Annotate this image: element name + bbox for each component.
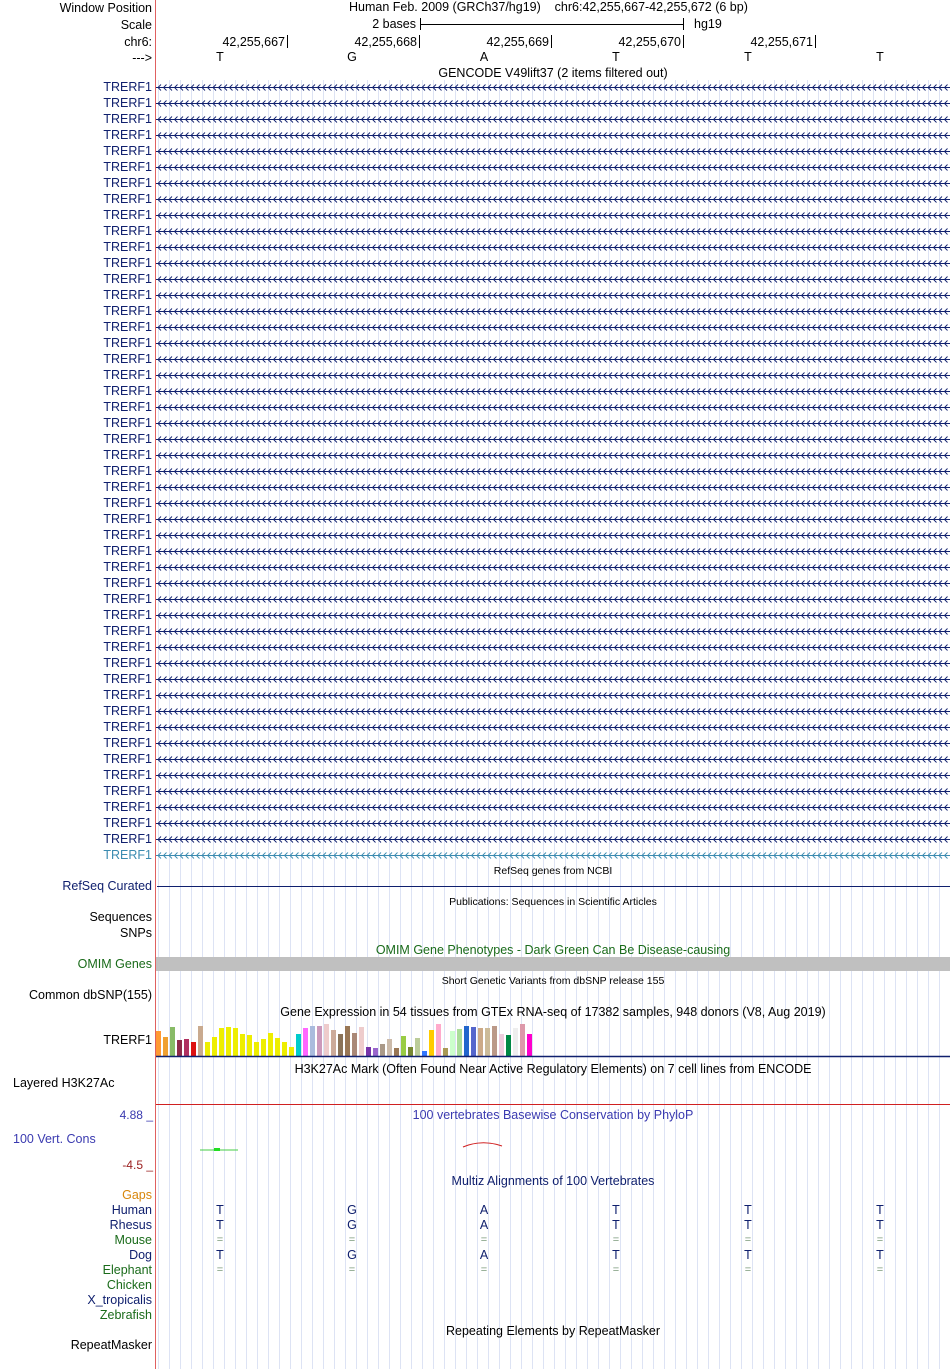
gtex-tissue-bar[interactable] <box>212 1037 217 1056</box>
gtex-tissue-bar[interactable] <box>184 1039 189 1056</box>
ruler-tick <box>419 35 420 48</box>
gencode-gene-label[interactable]: TRERF1 <box>103 80 152 94</box>
gencode-transcript[interactable] <box>156 787 950 796</box>
ruler-position-label: 42,255,671 <box>750 35 813 49</box>
species-label[interactable]: Human <box>111 1203 152 1217</box>
species-base: = <box>216 1234 224 1246</box>
gencode-transcript[interactable] <box>156 115 950 124</box>
refseq-track-title[interactable]: RefSeq genes from NCBI <box>493 865 613 877</box>
gencode-gene-label[interactable]: TRERF1 <box>103 592 152 606</box>
gencode-transcript[interactable] <box>156 419 950 428</box>
gencode-transcript[interactable] <box>156 179 950 188</box>
species-base: T <box>216 1248 224 1262</box>
gtex-tissue-bar[interactable] <box>205 1042 210 1056</box>
gencode-gene-label[interactable]: TRERF1 <box>103 704 152 718</box>
species-base: = <box>612 1234 620 1246</box>
gencode-gene-label[interactable]: TRERF1 <box>103 528 152 542</box>
gtex-tissue-bar[interactable] <box>352 1033 357 1056</box>
gtex-tissue-bar[interactable] <box>387 1039 392 1056</box>
omim-label[interactable]: OMIM Genes <box>77 957 152 971</box>
ruler-position-label: 42,255,668 <box>354 35 417 49</box>
gencode-gene-label[interactable]: TRERF1 <box>103 768 152 782</box>
gencode-transcript[interactable] <box>156 355 950 364</box>
gtex-tissue-bar[interactable] <box>527 1034 532 1056</box>
gencode-transcript[interactable] <box>156 691 950 700</box>
gencode-transcript[interactable] <box>156 723 950 732</box>
scale-db: hg19 <box>694 17 722 31</box>
gencode-gene-label[interactable]: TRERF1 <box>103 128 152 142</box>
gtex-tissue-bar[interactable] <box>464 1026 469 1056</box>
gencode-transcript[interactable] <box>156 403 950 412</box>
gencode-gene-label[interactable]: TRERF1 <box>103 416 152 430</box>
gencode-gene-label[interactable]: TRERF1 <box>103 256 152 270</box>
gencode-transcript[interactable] <box>156 259 950 268</box>
gtex-gene-label[interactable]: TRERF1 <box>103 1033 152 1047</box>
dbsnp-label[interactable]: Common dbSNP(155) <box>29 988 152 1002</box>
gencode-gene-label[interactable]: TRERF1 <box>103 816 152 830</box>
ruler-base: T <box>876 50 884 64</box>
h3k27-baseline <box>156 1104 950 1105</box>
ruler-base: A <box>479 50 489 64</box>
gencode-gene-label[interactable]: TRERF1 <box>103 720 152 734</box>
ruler-tick <box>551 35 552 48</box>
refseq-gene-line[interactable] <box>157 886 950 887</box>
gencode-gene-label[interactable]: TRERF1 <box>103 656 152 670</box>
gencode-transcript[interactable] <box>156 595 950 604</box>
gtex-tissue-bar[interactable] <box>310 1026 315 1056</box>
gencode-gene-label[interactable]: TRERF1 <box>103 480 152 494</box>
gencode-gene-label[interactable]: TRERF1 <box>103 624 152 638</box>
species-base: G <box>347 1203 357 1217</box>
gtex-tissue-bar[interactable] <box>471 1027 476 1056</box>
species-label[interactable]: Zebrafish <box>99 1308 152 1322</box>
gencode-transcript[interactable] <box>156 211 950 220</box>
gtex-tissue-bar[interactable] <box>226 1027 231 1056</box>
gtex-tissue-bar[interactable] <box>177 1040 182 1056</box>
gtex-tissue-bar[interactable] <box>289 1047 294 1056</box>
gencode-transcript[interactable] <box>156 755 950 764</box>
gencode-transcript[interactable] <box>156 819 950 828</box>
gencode-transcript[interactable] <box>156 451 950 460</box>
gencode-transcript[interactable] <box>156 291 950 300</box>
gtex-tissue-bar[interactable] <box>366 1047 371 1056</box>
gencode-transcript[interactable] <box>156 643 950 652</box>
cons-track-title[interactable]: 100 vertebrates Basewise Conservation by PhyloP <box>412 1108 694 1122</box>
gtex-tissue-bar[interactable] <box>275 1038 280 1056</box>
cons-max-label: 4.88 _ <box>119 1108 153 1122</box>
scale-label: Scale <box>120 18 152 32</box>
ruler-base: T <box>744 50 752 64</box>
cons-min-label: -4.5 _ <box>122 1158 153 1172</box>
gencode-gene-label[interactable]: TRERF1 <box>103 224 152 238</box>
gencode-transcript[interactable] <box>156 323 950 332</box>
gencode-transcript[interactable] <box>156 547 950 556</box>
species-base: = <box>348 1264 356 1276</box>
gencode-transcript[interactable] <box>156 131 950 140</box>
gencode-transcript[interactable] <box>156 467 950 476</box>
species-base: T <box>612 1218 620 1232</box>
species-base: = <box>348 1234 356 1246</box>
gencode-transcript[interactable] <box>156 275 950 284</box>
gencode-gene-label[interactable]: TRERF1 <box>103 352 152 366</box>
pubs-sequences-label[interactable]: Sequences <box>89 910 152 924</box>
gtex-bar-chart[interactable] <box>0 1015 950 1060</box>
species-base: = <box>744 1234 752 1246</box>
cons-signal-peak <box>214 1148 220 1151</box>
omim-track-title[interactable]: OMIM Gene Phenotypes - Dark Green Can Be Disease-causing <box>375 943 731 957</box>
gencode-transcript[interactable] <box>156 83 950 92</box>
ruler-position-label: 42,255,669 <box>486 35 549 49</box>
window-position-label: Window Position <box>59 1 152 15</box>
multiz-track-title[interactable]: Multiz Alignments of 100 Vertebrates <box>451 1174 655 1188</box>
gencode-gene-label[interactable]: TRERF1 <box>103 784 152 798</box>
species-label[interactable]: X_tropicalis <box>87 1293 152 1307</box>
species-base: T <box>744 1218 752 1232</box>
h3k27-track-title[interactable]: H3K27Ac Mark (Often Found Near Active Regulatory Elements) on 7 cell lines from ENCODE <box>294 1062 812 1076</box>
pubs-snps-label[interactable]: SNPs <box>120 926 152 940</box>
species-base: T <box>744 1203 752 1217</box>
gtex-tissue-bar[interactable] <box>478 1028 483 1056</box>
gtex-tissue-bar[interactable] <box>429 1030 434 1056</box>
gtex-tissue-bar[interactable] <box>457 1029 462 1056</box>
gencode-transcript[interactable] <box>156 147 950 156</box>
gtex-tissue-bar[interactable] <box>513 1028 518 1056</box>
ruler-position-label: 42,255,670 <box>618 35 681 49</box>
gencode-gene-label[interactable]: TRERF1 <box>103 576 152 590</box>
pubs-track-title[interactable]: Publications: Sequences in Scientific Articles <box>449 896 657 908</box>
gencode-gene-label[interactable]: TRERF1 <box>103 848 152 862</box>
ruler-position-label: 42,255,667 <box>222 35 285 49</box>
gtex-tissue-bar[interactable] <box>359 1027 364 1056</box>
gtex-tissue-bar[interactable] <box>443 1048 448 1056</box>
gencode-gene-label[interactable]: TRERF1 <box>103 800 152 814</box>
gencode-gene-label[interactable]: TRERF1 <box>103 336 152 350</box>
gtex-tissue-bar[interactable] <box>156 1031 161 1056</box>
gencode-gene-label[interactable]: TRERF1 <box>103 832 152 846</box>
species-base: T <box>876 1218 884 1232</box>
gencode-gene-label[interactable]: TRERF1 <box>103 304 152 318</box>
gencode-transcript[interactable] <box>156 579 950 588</box>
species-base: A <box>479 1218 489 1232</box>
gtex-tissue-bar[interactable] <box>219 1028 224 1056</box>
gtex-tissue-bar[interactable] <box>233 1028 238 1056</box>
species-base: = <box>216 1264 224 1276</box>
gtex-tissue-bar[interactable] <box>331 1030 336 1056</box>
gencode-track-title[interactable]: GENCODE V49lift37 (2 items filtered out) <box>438 66 668 80</box>
gencode-transcript[interactable] <box>156 371 950 380</box>
gencode-transcript[interactable] <box>156 499 950 508</box>
gtex-tissue-bar[interactable] <box>303 1028 308 1056</box>
h3k27-label[interactable]: Layered H3K27Ac <box>13 1076 115 1090</box>
gencode-gene-label[interactable]: TRERF1 <box>103 112 152 126</box>
window-position-value: Human Feb. 2009 (GRCh37/hg19) chr6:42,255,667-42,255,672 (6 bp) <box>349 0 748 14</box>
gencode-gene-label[interactable]: TRERF1 <box>103 288 152 302</box>
gtex-tissue-bar[interactable] <box>254 1042 259 1056</box>
strand-label: ---> <box>132 51 152 65</box>
species-base: A <box>479 1248 489 1262</box>
gencode-gene-label[interactable]: TRERF1 <box>103 320 152 334</box>
species-base: G <box>347 1218 357 1232</box>
gencode-transcript[interactable] <box>156 483 950 492</box>
gtex-tissue-bar[interactable] <box>282 1042 287 1056</box>
gaps-label[interactable]: Gaps <box>122 1188 152 1202</box>
cons-signal <box>156 1140 950 1156</box>
ruler-tick <box>815 35 816 48</box>
gencode-gene-label[interactable]: TRERF1 <box>103 640 152 654</box>
gencode-transcript[interactable] <box>156 99 950 108</box>
species-label[interactable]: Mouse <box>114 1233 152 1247</box>
gtex-tissue-bar[interactable] <box>422 1051 427 1056</box>
gencode-gene-label[interactable]: TRERF1 <box>103 176 152 190</box>
gencode-gene-label[interactable]: TRERF1 <box>103 144 152 158</box>
gtex-tissue-bar[interactable] <box>324 1024 329 1056</box>
gencode-gene-label[interactable]: TRERF1 <box>103 208 152 222</box>
gencode-transcript[interactable] <box>156 659 950 668</box>
ruler-base: G <box>347 50 357 64</box>
gencode-transcript[interactable] <box>156 771 950 780</box>
repeat-label[interactable]: RepeatMasker <box>70 1338 152 1352</box>
gencode-gene-label[interactable]: TRERF1 <box>103 448 152 462</box>
gtex-tissue-bar[interactable] <box>261 1039 266 1056</box>
ruler-base: T <box>216 50 224 64</box>
gtex-tissue-bar[interactable] <box>191 1042 196 1056</box>
gtex-tissue-bar[interactable] <box>170 1027 175 1056</box>
gencode-gene-label[interactable]: TRERF1 <box>103 240 152 254</box>
gencode-gene-label[interactable]: TRERF1 <box>103 736 152 750</box>
gtex-tissue-bar[interactable] <box>408 1047 413 1056</box>
species-base: T <box>216 1203 224 1217</box>
gtex-tissue-bar[interactable] <box>373 1048 378 1056</box>
ruler-tick <box>683 35 684 48</box>
scale-text: 2 bases <box>372 17 416 31</box>
gencode-gene-label[interactable]: TRERF1 <box>103 512 152 526</box>
species-base: = <box>480 1234 488 1246</box>
gtex-tissue-bar[interactable] <box>317 1026 322 1056</box>
gtex-tissue-bar[interactable] <box>296 1034 301 1056</box>
gtex-tissue-bar[interactable] <box>240 1034 245 1056</box>
gencode-transcript[interactable] <box>156 243 950 252</box>
species-base: T <box>876 1248 884 1262</box>
gtex-tissue-bar[interactable] <box>520 1024 525 1056</box>
gencode-gene-label[interactable]: TRERF1 <box>103 368 152 382</box>
gencode-transcript[interactable] <box>156 227 950 236</box>
gencode-transcript[interactable] <box>156 307 950 316</box>
scale-bar <box>420 18 684 30</box>
species-label[interactable]: Elephant <box>102 1263 152 1277</box>
gencode-gene-label[interactable]: TRERF1 <box>103 496 152 510</box>
gencode-transcript[interactable] <box>156 851 950 860</box>
gtex-tissue-bar[interactable] <box>450 1031 455 1056</box>
gtex-tissue-bar[interactable] <box>492 1026 497 1056</box>
ruler-base: T <box>612 50 620 64</box>
gtex-tissue-bar[interactable] <box>415 1038 420 1056</box>
repeat-track-title[interactable]: Repeating Elements by RepeatMasker <box>445 1324 660 1338</box>
refseq-label[interactable]: RefSeq Curated <box>62 879 152 893</box>
gencode-gene-label[interactable]: TRERF1 <box>103 672 152 686</box>
gencode-transcript[interactable] <box>156 195 950 204</box>
gencode-gene-label[interactable]: TRERF1 <box>103 464 152 478</box>
dbsnp-track-title[interactable]: Short Genetic Variants from dbSNP release 155 <box>441 975 665 987</box>
species-base: = <box>480 1264 488 1276</box>
gencode-gene-label[interactable]: TRERF1 <box>103 432 152 446</box>
gencode-transcript[interactable] <box>156 803 950 812</box>
gencode-transcript[interactable] <box>156 563 950 572</box>
gencode-gene-label[interactable]: TRERF1 <box>103 160 152 174</box>
gencode-gene-label[interactable]: TRERF1 <box>103 752 152 766</box>
gencode-transcript[interactable] <box>156 707 950 716</box>
gencode-transcript[interactable] <box>156 611 950 620</box>
gencode-gene-label[interactable]: TRERF1 <box>103 608 152 622</box>
species-label[interactable]: Chicken <box>106 1278 152 1292</box>
species-base: = <box>612 1264 620 1276</box>
species-label[interactable]: Rhesus <box>109 1218 152 1232</box>
gencode-gene-label[interactable]: TRERF1 <box>103 384 152 398</box>
species-base: T <box>216 1218 224 1232</box>
gtex-tissue-bar[interactable] <box>268 1033 273 1056</box>
gencode-transcript[interactable] <box>156 835 950 844</box>
gtex-tissue-bar[interactable] <box>338 1034 343 1056</box>
omim-feature-bar[interactable] <box>156 957 950 971</box>
gtex-tissue-bar[interactable] <box>198 1026 203 1056</box>
gtex-tissue-bar[interactable] <box>163 1037 168 1056</box>
gencode-transcript[interactable] <box>156 435 950 444</box>
gencode-transcript[interactable] <box>156 675 950 684</box>
gtex-tissue-bar[interactable] <box>401 1036 406 1056</box>
cons-signal-right <box>463 1143 502 1147</box>
gtex-tissue-bar[interactable] <box>485 1028 490 1056</box>
chrom-label: chr6: <box>124 35 152 49</box>
gencode-transcript[interactable] <box>156 163 950 172</box>
gtex-tissue-bar[interactable] <box>436 1024 441 1056</box>
gencode-gene-label[interactable]: TRERF1 <box>103 544 152 558</box>
gencode-transcript[interactable] <box>156 387 950 396</box>
gencode-gene-label[interactable]: TRERF1 <box>103 560 152 574</box>
species-base: = <box>744 1264 752 1276</box>
gencode-transcript[interactable] <box>156 627 950 636</box>
species-base: = <box>876 1264 884 1276</box>
species-base: T <box>876 1203 884 1217</box>
species-base: T <box>612 1248 620 1262</box>
gencode-transcript[interactable] <box>156 739 950 748</box>
species-base: A <box>479 1203 489 1217</box>
gtex-tissue-bar[interactable] <box>247 1035 252 1056</box>
gencode-gene-label[interactable]: TRERF1 <box>103 192 152 206</box>
gencode-gene-label[interactable]: TRERF1 <box>103 688 152 702</box>
gencode-gene-label[interactable]: TRERF1 <box>103 400 152 414</box>
species-base: G <box>347 1248 357 1262</box>
gtex-tissue-bar[interactable] <box>380 1044 385 1056</box>
gtex-tissue-bar[interactable] <box>345 1026 350 1056</box>
gencode-gene-label[interactable]: TRERF1 <box>103 272 152 286</box>
species-label[interactable]: Dog <box>129 1248 152 1262</box>
gencode-transcript[interactable] <box>156 339 950 348</box>
ruler-tick <box>287 35 288 48</box>
gtex-tissue-bar[interactable] <box>394 1048 399 1056</box>
cons-label[interactable]: 100 Vert. Cons <box>13 1132 96 1146</box>
species-base: T <box>612 1203 620 1217</box>
gtex-track-title[interactable]: Gene Expression in 54 tissues from GTEx RNA-seq of 17382 samples, 948 donors (V8, Aug 2019) <box>280 1005 826 1019</box>
species-base: T <box>744 1248 752 1262</box>
gencode-transcript[interactable] <box>156 515 950 524</box>
gtex-tissue-bar[interactable] <box>499 1034 504 1056</box>
species-base: = <box>876 1234 884 1246</box>
gencode-gene-label[interactable]: TRERF1 <box>103 96 152 110</box>
gencode-transcript[interactable] <box>156 531 950 540</box>
gtex-tissue-bar[interactable] <box>506 1035 511 1056</box>
